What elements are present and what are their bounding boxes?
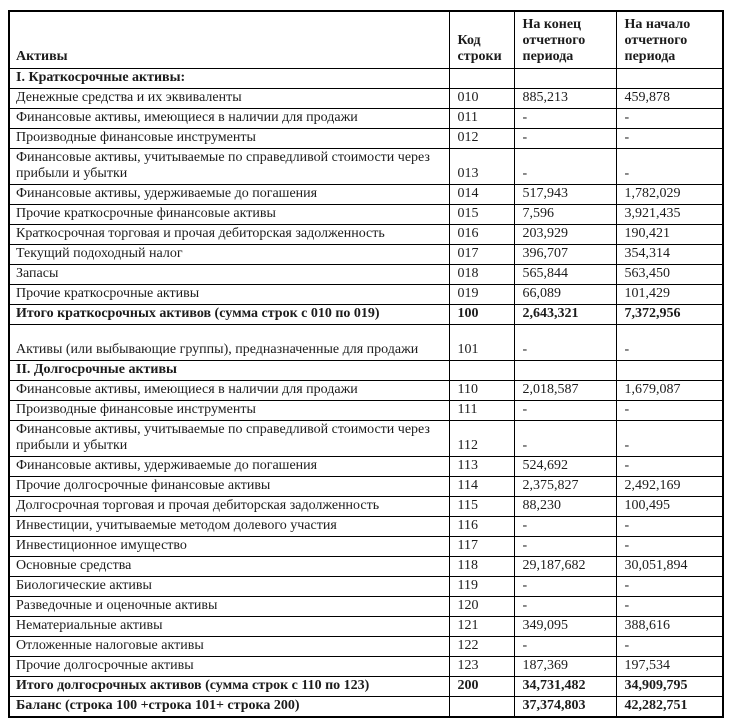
row-begin-value: - (616, 637, 723, 657)
row-end-value: 187,369 (514, 657, 616, 677)
row-end-value: - (514, 129, 616, 149)
row-end-value: 349,095 (514, 617, 616, 637)
row-label: Прочие краткосрочные активы (9, 285, 449, 305)
table-row (9, 657, 723, 677)
row-label: Разведочные и оценочные активы (9, 597, 449, 617)
table-row (9, 225, 723, 245)
row-code: 121 (449, 617, 514, 637)
row-begin-value: 3,921,435 (616, 205, 723, 225)
row-begin-value: 100,495 (616, 497, 723, 517)
row-code: 017 (449, 245, 514, 265)
row-label: Прочие долгосрочные активы (9, 657, 449, 677)
table-row (9, 597, 723, 617)
row-code (449, 697, 514, 718)
row-code: 123 (449, 657, 514, 677)
row-end-value: 7,596 (514, 205, 616, 225)
row-end-value: 2,018,587 (514, 381, 616, 401)
row-label: Долгосрочная торговая и прочая дебиторская задолженность (9, 497, 449, 517)
table-row (9, 421, 723, 457)
row-code (449, 361, 514, 381)
row-end-value: 885,213 (514, 89, 616, 109)
row-code: 115 (449, 497, 514, 517)
table-row (9, 537, 723, 557)
row-code: 014 (449, 185, 514, 205)
row-end-value: - (514, 109, 616, 129)
row-end-value: - (514, 597, 616, 617)
row-code (449, 69, 514, 89)
row-begin-value: - (616, 457, 723, 477)
row-begin-value: - (616, 597, 723, 617)
assets-table (8, 10, 724, 718)
table-row (9, 637, 723, 657)
row-end-value: 517,943 (514, 185, 616, 205)
row-code: 122 (449, 637, 514, 657)
row-label: Производные финансовые инструменты (9, 129, 449, 149)
table-row (9, 185, 723, 205)
table-row (9, 245, 723, 265)
row-label: Итого краткосрочных активов (сумма строк с 010 по 019) (9, 305, 449, 325)
row-label: Финансовые активы, удерживаемые до погашения (9, 457, 449, 477)
row-code: 016 (449, 225, 514, 245)
row-code: 010 (449, 89, 514, 109)
row-begin-value: 354,314 (616, 245, 723, 265)
row-end-value (514, 69, 616, 89)
row-label: Краткосрочная торговая и прочая дебиторская задолженность (9, 225, 449, 245)
table-row (9, 265, 723, 285)
row-code: 117 (449, 537, 514, 557)
table-row (9, 577, 723, 597)
row-code: 113 (449, 457, 514, 477)
table-row (9, 517, 723, 537)
row-code: 118 (449, 557, 514, 577)
table-row (9, 325, 723, 361)
row-begin-value: - (616, 129, 723, 149)
row-code: 015 (449, 205, 514, 225)
row-label: Финансовые активы, учитываемые по справедливой стоимости через прибыли и убытки (9, 149, 449, 185)
row-label: Финансовые активы, имеющиеся в наличии для продажи (9, 109, 449, 129)
row-end-value: - (514, 421, 616, 457)
row-label: Инвестиционное имущество (9, 537, 449, 557)
table-row (9, 497, 723, 517)
row-begin-value: 563,450 (616, 265, 723, 285)
table-row (9, 361, 723, 381)
row-label: Итого долгосрочных активов (сумма строк с 110 по 123) (9, 677, 449, 697)
row-begin-value: 34,909,795 (616, 677, 723, 697)
row-begin-value: 388,616 (616, 617, 723, 637)
row-end-value: 203,929 (514, 225, 616, 245)
table-row (9, 69, 723, 89)
row-begin-value: 1,679,087 (616, 381, 723, 401)
table-row (9, 697, 723, 718)
row-begin-value: - (616, 401, 723, 421)
row-begin-value: 101,429 (616, 285, 723, 305)
table-row (9, 305, 723, 325)
row-end-value: - (514, 325, 616, 361)
table-row (9, 109, 723, 129)
row-begin-value: 190,421 (616, 225, 723, 245)
row-label: Биологические активы (9, 577, 449, 597)
row-code: 012 (449, 129, 514, 149)
row-label: Денежные средства и их эквиваленты (9, 89, 449, 109)
row-end-value: - (514, 401, 616, 421)
table-row (9, 617, 723, 637)
row-code: 111 (449, 401, 514, 421)
row-label: Прочие краткосрочные финансовые активы (9, 205, 449, 225)
table-row (9, 285, 723, 305)
assets-table-body (9, 69, 723, 718)
row-label: Финансовые активы, имеющиеся в наличии для продажи (9, 381, 449, 401)
row-label: Инвестиции, учитываемые методом долевого участия (9, 517, 449, 537)
row-code: 110 (449, 381, 514, 401)
row-label: Прочие долгосрочные финансовые активы (9, 477, 449, 497)
row-code: 013 (449, 149, 514, 185)
table-row (9, 677, 723, 697)
row-begin-value: - (616, 109, 723, 129)
row-code: 100 (449, 305, 514, 325)
row-end-value: 2,375,827 (514, 477, 616, 497)
table-row (9, 381, 723, 401)
row-begin-value: - (616, 421, 723, 457)
row-label: Запасы (9, 265, 449, 285)
row-end-value: 524,692 (514, 457, 616, 477)
row-label: II. Долгосрочные активы (9, 361, 449, 381)
row-end-value: - (514, 637, 616, 657)
row-end-value: 396,707 (514, 245, 616, 265)
table-row (9, 89, 723, 109)
header-row (9, 11, 723, 69)
column-header-assets: Активы (9, 11, 449, 69)
row-begin-value: - (616, 149, 723, 185)
row-label: I. Краткосрочные активы: (9, 69, 449, 89)
row-end-value: 88,230 (514, 497, 616, 517)
row-begin-value: 7,372,956 (616, 305, 723, 325)
row-code: 019 (449, 285, 514, 305)
table-row (9, 129, 723, 149)
table-row (9, 205, 723, 225)
row-begin-value: - (616, 537, 723, 557)
row-label: Отложенные налоговые активы (9, 637, 449, 657)
row-label: Нематериальные активы (9, 617, 449, 637)
row-end-value: - (514, 577, 616, 597)
table-row (9, 457, 723, 477)
row-begin-value: 197,534 (616, 657, 723, 677)
row-code: 114 (449, 477, 514, 497)
table-row (9, 477, 723, 497)
row-begin-value: 1,782,029 (616, 185, 723, 205)
table-row (9, 401, 723, 421)
row-label: Активы (или выбывающие группы), предназначенные для продажи (9, 325, 449, 361)
row-end-value: - (514, 517, 616, 537)
row-begin-value: - (616, 517, 723, 537)
row-label: Производные финансовые инструменты (9, 401, 449, 421)
column-header-begin-period: На начало отчетного периода (616, 11, 723, 69)
row-code: 200 (449, 677, 514, 697)
row-code: 119 (449, 577, 514, 597)
row-code: 120 (449, 597, 514, 617)
row-begin-value: 30,051,894 (616, 557, 723, 577)
row-end-value: 37,374,803 (514, 697, 616, 718)
row-end-value: 29,187,682 (514, 557, 616, 577)
row-label: Баланс (строка 100 +строка 101+ строка 200) (9, 697, 449, 718)
column-header-code: Код строки (449, 11, 514, 69)
row-begin-value: 42,282,751 (616, 697, 723, 718)
row-begin-value: 459,878 (616, 89, 723, 109)
table-row (9, 149, 723, 185)
row-end-value: 34,731,482 (514, 677, 616, 697)
assets-table-header (9, 11, 723, 69)
row-end-value: - (514, 537, 616, 557)
row-code: 018 (449, 265, 514, 285)
row-begin-value (616, 69, 723, 89)
row-end-value: 565,844 (514, 265, 616, 285)
row-end-value (514, 361, 616, 381)
row-begin-value (616, 361, 723, 381)
balance-sheet-page (8, 10, 724, 718)
row-begin-value: - (616, 577, 723, 597)
row-begin-value: - (616, 325, 723, 361)
row-code: 112 (449, 421, 514, 457)
row-label: Основные средства (9, 557, 449, 577)
table-row (9, 557, 723, 577)
row-end-value: - (514, 149, 616, 185)
row-label: Финансовые активы, удерживаемые до погашения (9, 185, 449, 205)
row-end-value: 66,089 (514, 285, 616, 305)
row-label: Текущий подоходный налог (9, 245, 449, 265)
row-code: 116 (449, 517, 514, 537)
row-code: 101 (449, 325, 514, 361)
row-code: 011 (449, 109, 514, 129)
row-begin-value: 2,492,169 (616, 477, 723, 497)
column-header-end-period: На конец отчетного периода (514, 11, 616, 69)
row-end-value: 2,643,321 (514, 305, 616, 325)
row-label: Финансовые активы, учитываемые по справедливой стоимости через прибыли и убытки (9, 421, 449, 457)
